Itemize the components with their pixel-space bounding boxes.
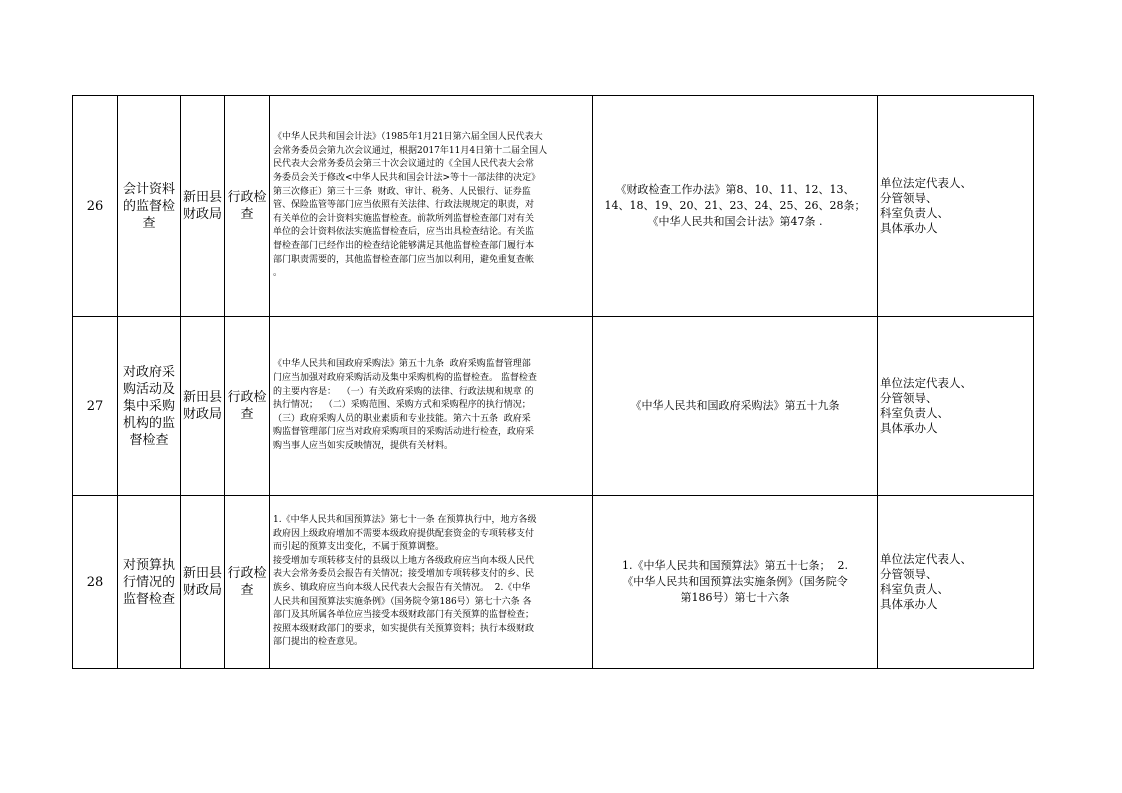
item-name-line: 查 [142,215,156,231]
department-line: 新田县 [182,390,222,405]
legal-basis-line: 接受增加专项转移支付的县级以上地方各级政府应当向本级人民代 [273,555,535,566]
item-name-line: 购活动及 [122,381,175,397]
inspection-type-line: 行政检 [227,390,267,405]
legal-basis-line: 表大会常务委员会报告有关情况；接受增加专项转移支付的乡、民 [273,569,535,580]
inspection-type-line: 查 [240,207,254,222]
legal-basis-line: 有关单位的会计资料实施监督检查。前款所列监督检查部门对有关 [273,213,535,224]
responsible-person-line: 分管领导、 [880,191,938,205]
responsible-persons-cell [878,317,1034,496]
department-cell [181,496,225,669]
inspection-type-line: 行政检 [227,566,267,581]
law-reference-line: 《中华人民共和国会计法》第47条 . [647,215,823,228]
responsible-person-line: 具体承办人 [880,597,938,611]
inspection-type-cell [225,317,270,496]
legal-basis-line: 务委员会关于修改<中华人民共和国会计法>等十一部法律的决定》 [273,173,541,184]
legal-basis-line: 购监督管理部门应当对政府采购项目的采购活动进行检查，政府采 [273,427,535,438]
legal-basis-line: 。 [273,268,283,279]
row-number-cell [73,317,118,496]
responsible-person-line: 具体承办人 [880,421,938,435]
inspection-type-line: 查 [240,407,254,422]
table-row [73,96,1034,317]
item-name-line: 的监督检 [122,198,175,214]
legal-basis-cell [270,317,593,496]
department-line: 新田县 [182,190,222,205]
legal-basis-line: 部门职责需要的，其他监督检查部门应当加以利用，避免重复查帐 [273,254,535,265]
item-name-line: 督检查 [129,432,169,448]
legal-basis-line: 民代表大会常务委员会第三十次会议通过的《全国人民代表大会常 [273,159,535,170]
legal-basis-line: 部门及其所属各单位应当接受本级财政部门有关预算的监督检查； [273,610,535,621]
responsible-person-line: 科室负责人、 [880,582,949,596]
row-number-cell [73,96,118,317]
legal-basis-line: 督检查部门已经作出的检查结论能够满足其他监督检查部门履行本 [273,240,535,251]
responsible-person-line: 单位法定代表人、 [880,552,972,566]
department-line: 财政局 [182,407,222,422]
responsible-person-line: 科室负责人、 [880,206,949,220]
legal-basis-line: （三）政府采购人员的职业素质和专业技能。第六十五条 政府采 [273,413,531,424]
responsible-persons-cell [878,96,1034,317]
law-reference-cell [593,496,878,669]
table-body [73,96,1034,669]
item-name-cell [118,96,181,317]
table-row [73,317,1034,496]
legal-basis-line: 门应当加强对政府采购活动及集中采购机构的监督检查。 监督检查 [273,373,537,384]
legal-basis-line: 政府因上级政府增加不需要本级政府提供配套资金的专项转移支付 [273,528,535,539]
legal-basis-cell [270,496,593,669]
legal-basis-line: 第三次修正）第三十三条 财政、审计、税务、人民银行、证券监 [273,186,531,197]
inspection-type-line: 查 [240,583,254,598]
item-name-line: 对预算执 [122,557,175,573]
item-name-cell [118,317,181,496]
item-name-line: 机构的监 [122,415,175,431]
legal-basis-line: 执行情况； （二）采购范围、采购方式和采购程序的执行情况； [273,400,531,411]
responsible-person-line: 分管领导、 [880,567,938,581]
law-reference-line: 第186号）第七十六条 [680,591,790,604]
legal-basis-line: 管、保险监管等部门应当依照有关法律、行政法规规定的职责，对 [273,200,535,211]
row-number-cell [73,496,118,669]
legal-basis-line: 《中华人民共和国政府采购法》第五十九条 政府采购监督管理部 [273,359,531,370]
responsible-person-line: 具体承办人 [880,221,938,235]
inspection-type-line: 行政检 [227,190,267,205]
department-cell [181,317,225,496]
legal-basis-line: 购当事人应当如实反映情况，提供有关材料。 [273,440,454,451]
inspection-type-cell [225,96,270,317]
item-name-line: 会计资料 [122,181,175,197]
law-reference-line: 1.《中华人民共和国预算法》第五十七条； 2. [622,559,848,572]
item-name-line: 行情况的 [122,574,175,590]
law-reference-line: 《中华人民共和国政府采购法》第五十九条 [630,399,840,412]
inspection-type-cell [225,496,270,669]
law-reference-cell [593,317,878,496]
legal-basis-line: 人民共和国预算法实施条例》（国务院令第186号）第七十六条 各 [273,596,532,607]
department-line: 新田县 [182,566,222,581]
law-reference-line: 《财政检查工作办法》第8、10、11、12、13、 [615,183,855,196]
responsible-person-line: 分管领导、 [880,391,938,405]
row-number: 26 [86,198,104,214]
item-name-line: 监督检查 [122,591,175,607]
law-reference-line: 14、18、19、20、21、23、24、25、26、28条； [604,199,866,212]
legal-basis-line: 《中华人民共和国会计法》（1985年1月21日第六届全国人民代表大 [273,132,543,143]
responsible-person-line: 单位法定代表人、 [880,376,972,390]
law-reference-line: 《中华人民共和国预算法实施条例》（国务院令 [622,575,848,588]
legal-basis-line: 的主要内容是： （一）有关政府采购的法律、行政法规和规章 的 [273,386,534,397]
legal-basis-line: 而引起的预算支出变化，不属于预算调整。 [273,542,445,553]
table-row [73,496,1034,669]
row-number: 28 [86,574,104,590]
legal-basis-line: 单位的会计资料依法实施监督检查后，应当出具检查结论。有关监 [273,227,535,238]
legal-basis-line: 部门提出的检查意见。 [273,637,364,648]
legal-basis-line: 族乡、镇政府应当向本级人民代表大会报告有关情况。 2.《中华 [273,583,531,593]
responsible-persons-cell [878,496,1034,669]
legal-basis-line: 1.《中华人民共和国预算法》第七十一条 在预算执行中，地方各级 [273,515,537,526]
department-cell [181,96,225,317]
row-number: 27 [86,398,104,414]
department-line: 财政局 [182,583,222,598]
item-name-line: 集中采购 [122,398,175,414]
law-reference-cell [593,96,878,317]
legal-basis-line: 按照本级财政部门的要求，如实提供有关预算资料；执行本级财政 [273,623,535,634]
department-line: 财政局 [182,207,222,222]
responsible-person-line: 科室负责人、 [880,406,949,420]
legal-basis-line: 会常务委员会第九次会议通过，根据2017年11月4日第十二届全国人 [273,145,548,156]
item-name-cell [118,496,181,669]
inspection-table [72,95,1034,669]
legal-basis-cell [270,96,593,317]
responsible-person-line: 单位法定代表人、 [880,176,972,190]
item-name-line: 对政府采 [122,364,175,380]
